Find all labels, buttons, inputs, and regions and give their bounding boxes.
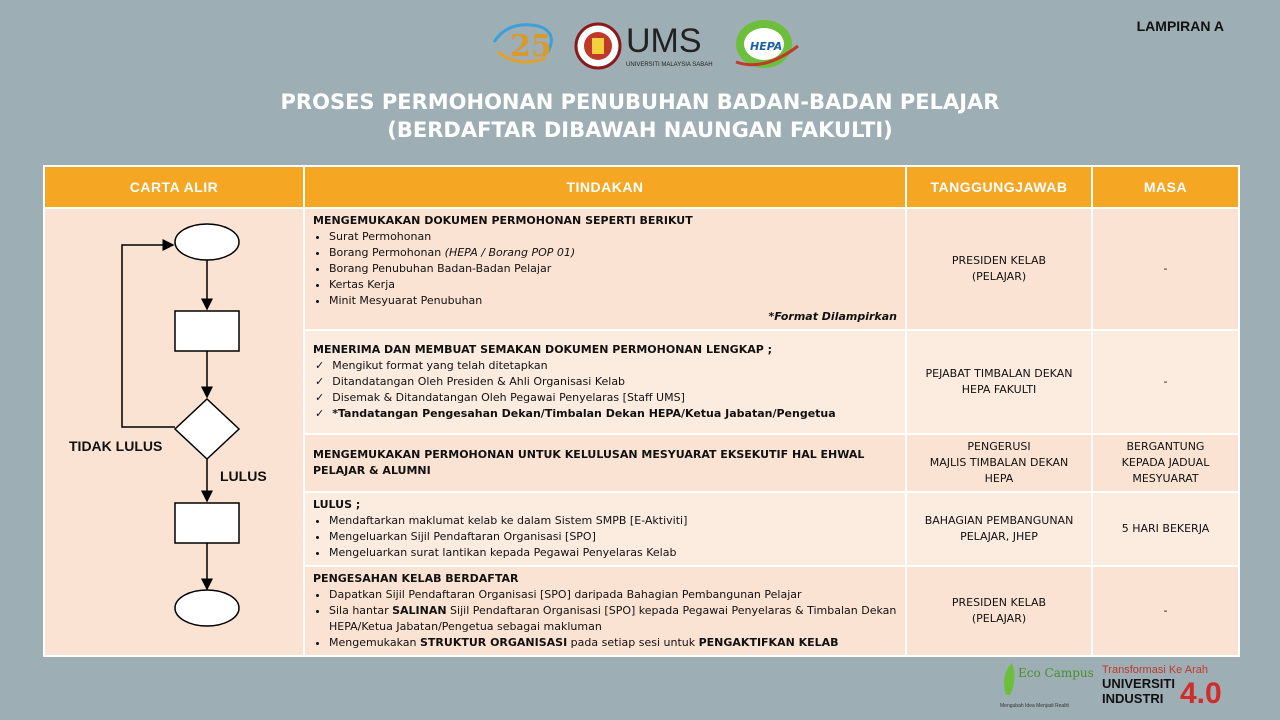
time-line: MESYUARAT <box>1132 472 1199 485</box>
column-header-responsible: TANGGUNGJAWAB <box>906 166 1092 208</box>
list-item: • Mengeluarkan Sijil Pendaftaran Organisasi [SPO] <box>329 529 897 545</box>
ums-logo-subtext: UNIVERSITI MALAYSIA SABAH <box>626 62 713 68</box>
action-heading: PENGESAHAN KELAB BERDAFTAR <box>313 572 519 585</box>
universiti-text: UNIVERSITI <box>1102 676 1175 691</box>
ums-crest-logo <box>576 24 620 68</box>
process-table <box>43 165 1240 657</box>
action-cell <box>304 330 906 434</box>
flow-decision-diamond <box>175 399 239 459</box>
list-item-text: Borang Permohonan <box>329 246 442 259</box>
table-header-row <box>44 166 1239 208</box>
action-heading: MENGEMUKAKAN PERMOHONAN UNTUK KELULUSAN MESYUARAT EKSEKUTIF HAL EHWAL PELAJAR & ALUMNI <box>313 448 865 477</box>
check-item: ✓ Mengikut format yang telah ditetapkan <box>315 358 897 374</box>
list-item <box>329 635 897 651</box>
flow-end-oval <box>175 590 239 626</box>
list-item: • Minit Mesyuarat Penubuhan <box>329 293 897 309</box>
responsible-cell <box>906 566 1092 656</box>
time-cell: - <box>1092 566 1239 656</box>
responsible-line: MAJLIS TIMBALAN DEKAN <box>929 456 1069 469</box>
flow-label-tidak-lulus: TIDAK LULUS <box>69 438 163 454</box>
list-item-emphasis: SALINAN <box>392 604 447 617</box>
time-cell <box>1092 434 1239 492</box>
universiti-industri-logo <box>1102 664 1222 710</box>
list-item-text: Mengemukakan <box>329 636 420 649</box>
action-cell <box>304 566 906 656</box>
eco-campus-logo <box>1000 663 1094 709</box>
action-cell <box>304 492 906 566</box>
footer-logos <box>996 655 1236 715</box>
list-item: • Surat Permohonan <box>329 229 897 245</box>
header-logos <box>488 12 808 78</box>
flow-process-box-1 <box>175 311 239 351</box>
responsible-line: HEPA <box>984 472 1014 485</box>
responsible-line: (PELAJAR) <box>971 612 1027 625</box>
time-line: BERGANTUNG <box>1126 440 1205 453</box>
time-cell: - <box>1092 208 1239 330</box>
responsible-cell <box>906 434 1092 492</box>
responsible-line: PEJABAT TIMBALAN DEKAN <box>925 367 1073 380</box>
check-item: ✓ Ditandatangan Oleh Presiden & Ahli Organisasi Kelab <box>315 374 897 390</box>
responsible-line: HEPA FAKULTI <box>961 383 1037 396</box>
anniversary-25-logo <box>494 25 552 64</box>
column-header-flow: CARTA ALIR <box>44 166 304 208</box>
check-item: ✓ *Tandatangan Pengesahan Dekan/Timbalan Dekan HEPA/Ketua Jabatan/Pengetua <box>315 406 897 422</box>
responsible-line: BAHAGIAN PEMBANGUNAN <box>924 514 1074 527</box>
action-heading: MENGEMUKAKAN DOKUMEN PERMOHONAN SEPERTI BERIKUT <box>313 214 693 227</box>
ums-logo-text: UMS <box>626 22 702 60</box>
time-line: KEPADA JADUAL <box>1121 456 1210 469</box>
action-cell <box>304 208 906 330</box>
time-cell: 5 HARI BEKERJA <box>1092 492 1239 566</box>
transformasi-text: Transformasi Ke Arah <box>1102 664 1208 676</box>
responsible-cell <box>906 208 1092 330</box>
list-item-note: (HEPA / Borang POP 01) <box>444 246 576 259</box>
action-cell <box>304 434 906 492</box>
list-item: • Mengeluarkan surat lantikan kepada Pegawai Penyelaras Kelab <box>329 545 897 561</box>
eco-campus-subtext: Mengubah Idea Menjadi Realiti <box>1000 703 1069 709</box>
flow-label-lulus: LULUS <box>220 468 267 484</box>
list-item: • Mendaftarkan maklumat kelab ke dalam Sistem SMPB [E-Aktiviti] <box>329 513 897 529</box>
flowchart-cell <box>44 208 304 656</box>
responsible-cell <box>906 330 1092 434</box>
list-item-text: Sijil Pendaftaran Organisasi [SPO] kepada Pegawai Penyelaras & Timbalan Dekan HEPA/Ketua Jabatan/Pengetua sebagai makluman <box>329 604 897 633</box>
eco-campus-text: Eco Campus <box>1018 666 1094 680</box>
list-item-text: Sila hantar <box>329 604 393 617</box>
leaf-icon <box>1004 663 1015 695</box>
table-row <box>44 208 1239 330</box>
list-item-text: pada setiap sesi untuk <box>567 636 699 649</box>
action-heading: LULUS ; <box>313 498 361 511</box>
time-cell: - <box>1092 330 1239 434</box>
responsible-cell <box>906 492 1092 566</box>
title-line-2: (BERDAFTAR DIBAWAH NAUNGAN FAKULTI) <box>387 118 893 142</box>
list-item <box>329 603 897 635</box>
flow-start-oval <box>175 224 239 260</box>
check-item: ✓ Disemak & Ditandatangan Oleh Pegawai Penyelaras [Staff UMS] <box>315 390 897 406</box>
format-note: *Format Dilampirkan <box>768 310 897 323</box>
responsible-line: (PELAJAR) <box>971 270 1027 283</box>
lampiran-label: LAMPIRAN A <box>1136 18 1224 34</box>
list-item-emphasis: STRUKTUR ORGANISASI <box>419 636 568 649</box>
list-item: • Dapatkan Sijil Pendaftaran Organisasi [SPO] daripada Bahagian Pembangunan Pelajar <box>329 587 897 603</box>
logo-25-text: 25 <box>510 29 552 64</box>
list-item: • Borang Penubuhan Badan-Badan Pelajar <box>329 261 897 277</box>
list-item-emphasis: PENGAKTIFKAN KELAB <box>698 636 839 649</box>
responsible-line: PRESIDEN KELAB <box>951 254 1047 267</box>
list-item <box>329 245 897 261</box>
four-point-zero-text: 4.0 <box>1180 677 1222 710</box>
title-line-1: PROSES PERMOHONAN PENUBUHAN BADAN-BADAN PELAJAR <box>280 90 1000 114</box>
list-item: • Kertas Kerja <box>329 277 897 293</box>
action-heading: MENERIMA DAN MEMBUAT SEMAKAN DOKUMEN PERMOHONAN LENGKAP ; <box>313 343 773 356</box>
hepa-logo-text: HEPA <box>750 40 783 53</box>
industri-text: INDUSTRI <box>1102 691 1164 706</box>
flow-process-box-2 <box>175 503 239 543</box>
flowchart <box>45 209 305 657</box>
column-header-time: MASA <box>1092 166 1239 208</box>
page-title <box>0 88 1280 144</box>
responsible-line: PENGERUSI <box>967 440 1031 453</box>
column-header-action: TINDAKAN <box>304 166 906 208</box>
responsible-line: PRESIDEN KELAB <box>951 596 1047 609</box>
responsible-line: PELAJAR, JHEP <box>960 530 1038 543</box>
hepa-logo <box>736 20 798 68</box>
flow-loop-arrow <box>122 245 175 427</box>
